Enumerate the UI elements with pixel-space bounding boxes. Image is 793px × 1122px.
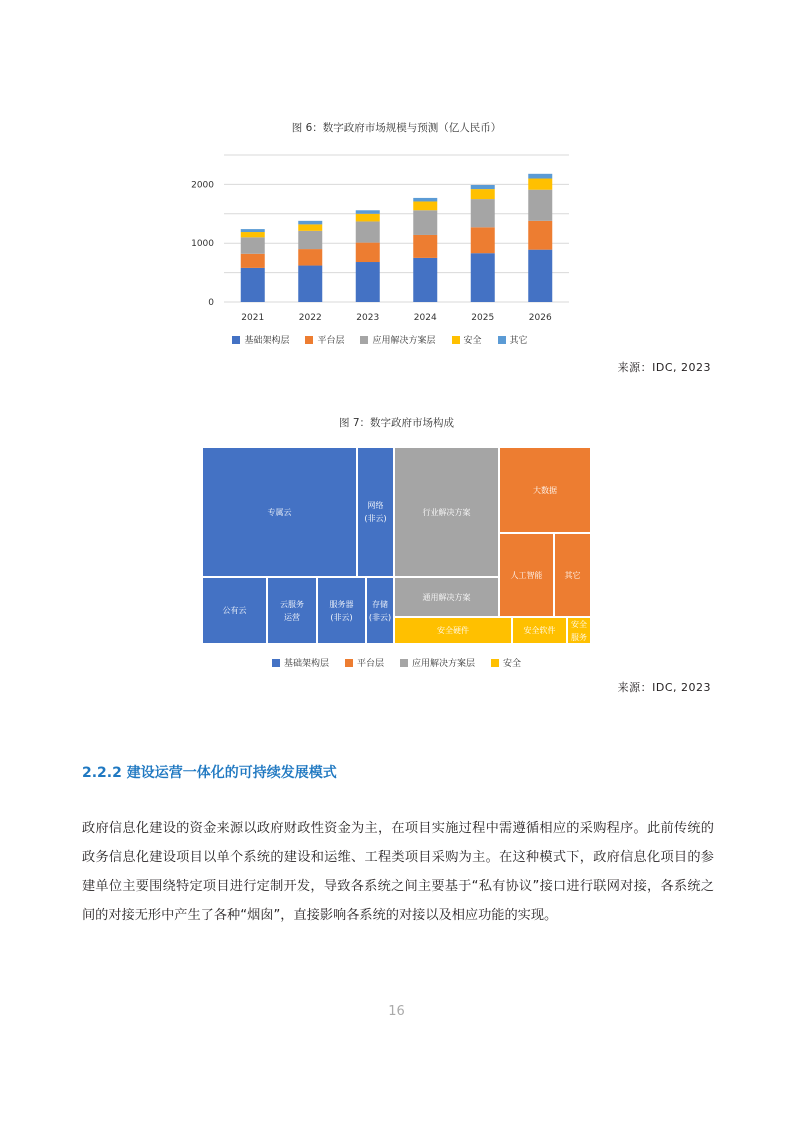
treemap-tile [357, 447, 394, 577]
legend-swatch [498, 336, 506, 344]
treemap-tile-label: 其它 [564, 570, 581, 580]
bar-segment [241, 268, 265, 302]
y-tick-label: 2000 [191, 180, 214, 191]
treemap-tile [202, 577, 267, 644]
treemap-tile [499, 533, 554, 617]
legend-item [491, 656, 521, 669]
legend-label: 应用解决方案层 [372, 336, 436, 346]
bar-segment [298, 231, 322, 249]
treemap-tile-label: 安全软件 [523, 626, 556, 635]
bar-segment [528, 221, 552, 250]
treemap-tile [394, 447, 499, 577]
figure6-source: 来源：IDC, 2023 [617, 361, 711, 374]
treemap-tile [512, 617, 567, 644]
treemap-tile [394, 617, 512, 644]
page-number: 16 [388, 1004, 405, 1019]
treemap-tile-label: 云服务 运营 [280, 599, 304, 622]
bar-segment [298, 224, 322, 230]
treemap-tile [499, 447, 591, 533]
treemap-tile-label: 大数据 [533, 485, 557, 495]
bar-segment [241, 254, 265, 268]
treemap-tile-label: 存储 (非云) [368, 599, 392, 622]
legend-swatch [232, 336, 240, 344]
x-tick-label: 2025 [471, 313, 495, 323]
legend-label: 安全 [463, 336, 482, 346]
treemap-tile-label: 服务器 (非云) [329, 599, 354, 622]
legend-item [498, 333, 528, 346]
legend-swatch [272, 659, 280, 667]
legend-swatch [360, 336, 368, 344]
bar-segment [356, 210, 380, 214]
legend-item [305, 333, 344, 346]
legend-item [345, 656, 384, 669]
treemap-tile-label: 安全 服务 [571, 619, 587, 642]
treemap-tile [202, 447, 357, 577]
legend-swatch [400, 659, 408, 667]
treemap-tile [366, 577, 394, 644]
treemap-tile-label: 通用解决方案 [422, 592, 471, 602]
chart-legend [180, 333, 580, 346]
figure6-title: 图 6：数字政府市场规模与预测（亿人民币） [291, 122, 502, 134]
bar-segment [528, 250, 552, 302]
treemap-tile [317, 577, 366, 644]
figure7-title: 图 7：数字政府市场构成 [338, 417, 455, 429]
bar-segment [471, 185, 495, 189]
x-tick-label: 2022 [298, 313, 322, 323]
bar-segment [471, 199, 495, 227]
bar-segment [241, 237, 265, 253]
bar-segment [413, 201, 437, 210]
bar-segment [471, 227, 495, 253]
bar-segment [528, 179, 552, 190]
legend-item [400, 656, 475, 669]
treemap-chart [202, 447, 591, 644]
y-tick-label: 1000 [191, 239, 214, 250]
bar-segment [356, 221, 380, 242]
bar-segment [413, 210, 437, 235]
legend-label: 基础架构层 [283, 659, 329, 669]
x-tick-label: 2023 [356, 313, 380, 323]
y-tick-label: 0 [208, 298, 214, 308]
legend-label: 平台层 [356, 659, 384, 669]
legend-label: 安全 [503, 659, 522, 669]
legend-label: 平台层 [317, 336, 345, 346]
legend-label: 应用解决方案层 [412, 659, 476, 669]
treemap-tile-label: 人工智能 [510, 570, 543, 580]
legend-label: 其它 [509, 336, 528, 346]
treemap-tile [267, 577, 317, 644]
legend-swatch [452, 336, 460, 344]
treemap-tile-label: 专属云 [267, 507, 292, 517]
treemap-tile [394, 577, 499, 617]
bar-segment [298, 266, 322, 302]
treemap-tile [554, 533, 591, 617]
bar-segment [356, 214, 380, 222]
stacked-bar-chart [180, 145, 580, 355]
legend-swatch [305, 336, 313, 344]
legend-item [232, 333, 289, 346]
bar-segment [298, 221, 322, 225]
x-tick-label: 2021 [241, 313, 265, 323]
bar-segment [528, 174, 552, 179]
x-tick-label: 2026 [528, 313, 552, 323]
bar-segment [471, 253, 495, 302]
treemap-legend [202, 656, 591, 669]
treemap-tile-label: 公有云 [222, 606, 247, 615]
legend-label: 基础架构层 [244, 336, 290, 346]
bar-segment [471, 189, 495, 199]
figure7-source: 来源：IDC, 2023 [617, 681, 711, 694]
bar-segment [413, 198, 437, 202]
bar-segment [298, 249, 322, 265]
treemap-tile-label: 网络 (非云) [364, 501, 387, 523]
treemap-tile-label: 行业解决方案 [422, 507, 471, 517]
bar-segment [528, 190, 552, 221]
section-heading: 2.2.2 建设运营一体化的可持续发展模式 [82, 765, 337, 781]
treemap-tile [567, 617, 591, 644]
bar-segment [241, 232, 265, 237]
legend-item [452, 333, 482, 346]
legend-item [360, 333, 435, 346]
bar-segment [356, 243, 380, 262]
bar-segment [241, 229, 265, 232]
legend-swatch [491, 659, 499, 667]
bar-segment [413, 258, 437, 302]
bar-segment [356, 262, 380, 302]
bar-segment [413, 235, 437, 258]
treemap-tile-label: 安全硬件 [437, 626, 469, 635]
x-tick-label: 2024 [413, 313, 437, 323]
legend-item [272, 656, 329, 669]
legend-swatch [345, 659, 353, 667]
body-paragraph: 政府信息化建设的资金来源以政府财政性资金为主，在项目实施过程中需遵循相应的采购程序。此前传统的政务信息化建设项目以单个系统的建设和运维、工程类项目采购为主。在这种模式下，政府信息化项目的参建单位主要围绕特定项目进行定制开发，导致各系统之间主要基于“私有协议”接口进行联网对接，各系统之间的对接无形中产生了各种“烟囱”，直接影响各系统的对接以及相应功能的实现。 [82, 821, 714, 923]
